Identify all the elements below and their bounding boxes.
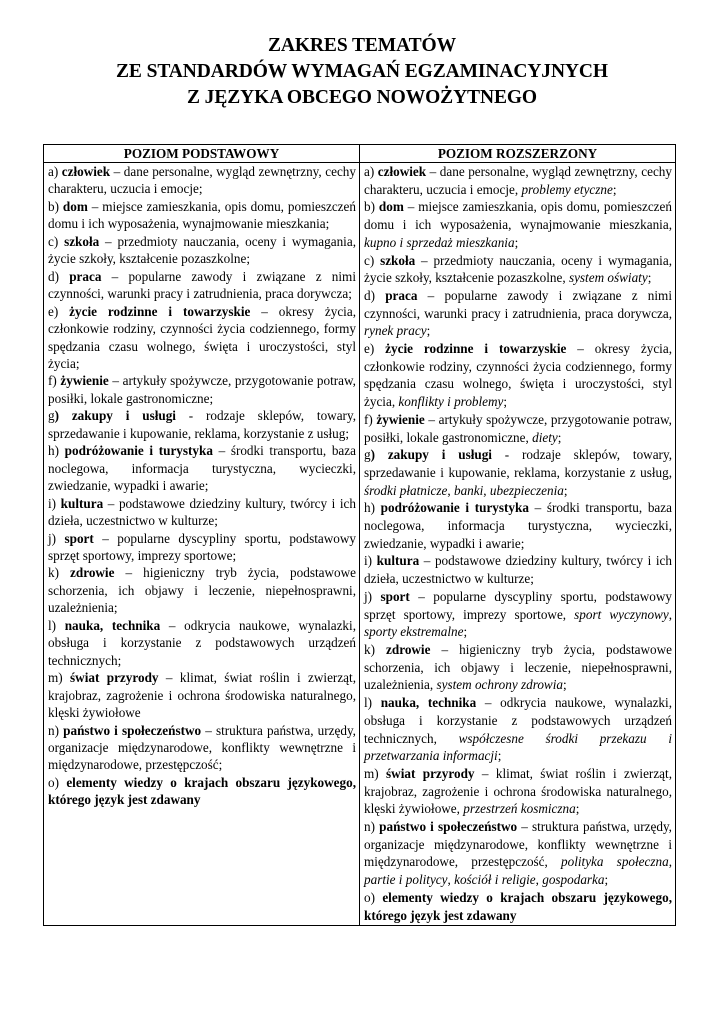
- topic-text: ;: [647, 270, 652, 286]
- topic-text: ,: [447, 872, 455, 888]
- topic-name: dom: [378, 199, 404, 215]
- topic-name: szkoła: [380, 252, 416, 268]
- topic-text: – struktura państwa, urzędy, organizacje międzynarodowe, konflikty wewnętrzne i międzynarodowe, przestępczość,: [364, 819, 672, 870]
- list-item: [48, 442, 356, 494]
- topic-text: ;: [463, 624, 468, 640]
- topic-text: n): [364, 819, 380, 835]
- topic-text: d): [364, 287, 386, 303]
- topic-text: ;: [563, 677, 567, 693]
- extended-topic: konflikty i problemy: [398, 394, 504, 410]
- extended-topic: współczesne środki przekazu i przetwarzania informacji: [364, 730, 672, 764]
- extended-topic: problemy etyczne: [521, 181, 613, 197]
- topic-text: ;: [604, 872, 609, 888]
- topic-name: elementy wiedzy o krajach obszaru językowego, którego język jest zdawany: [364, 889, 672, 923]
- title-line-3: Z JĘZYKA OBCEGO NOWOŻYTNEGO: [187, 87, 537, 108]
- topic-text: – przedmioty nauczania, oceny i wymagania, życie szkoły, kształcenie pozaszkolne,: [364, 252, 672, 286]
- extended-topic: gospodarka: [542, 872, 605, 888]
- basic-level-cell: [44, 163, 360, 926]
- list-item: [48, 372, 356, 407]
- list-item: [48, 303, 356, 373]
- topic-name: podróżowanie i turystyka: [64, 443, 213, 459]
- topic-name: zdrowie: [70, 565, 115, 581]
- extended-topic: kościół i religie: [454, 872, 536, 888]
- topic-text: – artykuły spożywcze, przygotowanie potraw, posiłki, lokale gastronomiczne;: [48, 373, 356, 406]
- topic-text: o): [48, 774, 67, 790]
- extended-level-cell: [360, 163, 676, 926]
- topic-text: l): [364, 695, 381, 711]
- list-item: [48, 233, 356, 268]
- list-item: [364, 411, 672, 446]
- list-item: [364, 287, 672, 340]
- topic-name: ) zakupy i usługi: [54, 408, 176, 424]
- topic-text: ,: [668, 854, 672, 870]
- topic-text: d): [48, 268, 70, 284]
- extended-topic: sport wyczynowy: [574, 606, 669, 622]
- topic-text: – podstawowe dziedziny kultury, twórcy i ich dzieła, uczestnictwo w kulturze;: [48, 495, 356, 529]
- topic-text: k): [364, 641, 387, 657]
- list-item: [364, 765, 672, 818]
- topic-text: e): [48, 303, 70, 319]
- topic-text: c): [364, 252, 381, 268]
- topic-text: j): [364, 588, 381, 604]
- topic-name: człowiek: [61, 164, 111, 179]
- extended-topic: kupno i sprzedaż mieszkania: [364, 234, 515, 250]
- topic-name: świat przyrody: [70, 670, 159, 686]
- topic-text: b): [48, 198, 63, 214]
- topic-name: państwo i społeczeństwo: [379, 819, 518, 835]
- extended-topic: system oświaty: [568, 270, 648, 286]
- topic-name: żywienie: [376, 411, 425, 427]
- topic-text: – artykuły spożywcze, przygotowanie potraw, posiłki, lokale gastronomiczne,: [364, 411, 672, 445]
- list-item: [48, 530, 356, 565]
- topic-text: – okresy życia, członkowie rodziny, czynności życia codziennego, formy spędzania czasu wolnego, święta i uroczystości, styl życia;: [48, 303, 356, 371]
- topic-name: podróżowanie i turystyka: [380, 500, 529, 516]
- topic-text: e): [364, 341, 386, 357]
- list-item: [364, 446, 672, 499]
- topic-text: g: [364, 447, 371, 463]
- topic-text: - rodzaje sklepów, towary, sprzedawanie i kupowanie, reklama, korzystanie z usług;: [48, 408, 356, 441]
- topic-text: b): [364, 199, 379, 215]
- topic-text: – popularne dyscypliny sportu, podstawowy sprzęt sportowy, imprezy sportowe;: [48, 530, 356, 563]
- topic-name: sport: [64, 530, 94, 546]
- list-item: [48, 669, 356, 721]
- topic-text: – środki transportu, baza noclegowa, informacja turystyczna, wycieczki, zwiedzanie, wypadki i awarie;: [48, 443, 356, 494]
- topic-name: życie rodzinne i towarzyskie: [69, 303, 251, 319]
- topic-text: ,: [447, 482, 454, 498]
- table-header-row: [44, 145, 676, 163]
- topic-text: n): [48, 722, 64, 738]
- list-item: [364, 641, 672, 694]
- topic-text: – popularne zawody i związane z nimi czynności, warunki pracy i zatrudnienia, praca dorywcza,: [364, 287, 672, 321]
- extended-topic: polityka społeczna: [561, 854, 669, 870]
- list-item: [48, 407, 356, 442]
- topic-text: – struktura państwa, urzędy, organizacje międzynarodowe, konflikty wewnętrzne i międzynarodowe, przestępczość;: [48, 722, 356, 773]
- topic-text: – przedmioty nauczania, oceny i wymagania, życie szkoły, kształcenie pozaszkolne;: [48, 233, 356, 267]
- topics-table: [43, 144, 676, 926]
- topic-name: żywienie: [60, 373, 109, 389]
- topic-text: j): [48, 530, 65, 546]
- list-item: [364, 198, 672, 251]
- topic-text: m): [48, 670, 71, 686]
- list-item: [364, 588, 672, 641]
- list-item: [48, 617, 356, 669]
- topic-text: – odkrycia naukowe, wynalazki, obsługa i korzystanie z podstawowych urządzeń technicznych;: [48, 617, 356, 668]
- topic-text: o): [364, 889, 383, 905]
- extended-topic: sporty ekstremalne: [364, 624, 464, 640]
- topic-name: ) zakupy i usługi: [370, 447, 492, 463]
- column-header-extended: POZIOM ROZSZERZONY: [360, 145, 676, 163]
- topic-text: g: [48, 408, 55, 424]
- topic-text: – podstawowe dziedziny kultury, twórcy i ich dzieła, uczestnictwo w kulturze;: [364, 553, 672, 587]
- topic-text: m): [364, 765, 387, 781]
- list-item: [364, 340, 672, 411]
- topic-text: - rodzaje sklepów, towary, sprzedawanie i kupowanie, reklama, korzystanie z usług,: [364, 447, 672, 480]
- topic-text: ;: [497, 748, 502, 764]
- topic-text: – miejsce zamieszkania, opis domu, pomieszczeń domu i ich wyposażenia, wynajmowanie mieszkania;: [48, 198, 356, 232]
- list-item: [364, 499, 672, 552]
- extended-topic: banki: [453, 482, 484, 498]
- extended-topic: środki płatnicze: [364, 482, 448, 498]
- topic-text: ;: [514, 234, 519, 250]
- topic-text: a): [364, 164, 378, 179]
- topic-text: h): [48, 443, 65, 459]
- topic-name: praca: [69, 268, 102, 284]
- topic-text: i): [48, 495, 61, 511]
- topic-name: elementy wiedzy o krajach obszaru językowego, którego język jest zdawany: [48, 774, 356, 808]
- topic-text: – środki transportu, baza noclegowa, informacja turystyczna, wycieczki, zwiedzanie, wypadki i awarie;: [364, 500, 672, 551]
- topic-text: ;: [557, 429, 562, 445]
- topic-name: nauka, technika: [64, 617, 161, 633]
- topic-name: kultura: [60, 495, 104, 511]
- topic-text: – miejsce zamieszkania, opis domu, pomieszczeń domu i ich wyposażenia, wynajmowanie mieszkania,: [364, 199, 672, 233]
- topic-name: kultura: [376, 553, 420, 569]
- list-item: [48, 495, 356, 530]
- document-title: [0, 33, 724, 111]
- topic-text: – higieniczny tryb życia, podstawowe schorzenia, ich objawy i leczenie, niepełnosprawni, uzależnienia;: [48, 565, 356, 616]
- topic-text: – higieniczny tryb życia, podstawowe schorzenia, ich objawy i leczenie, niepełnosprawni, uzależnienia,: [364, 641, 672, 693]
- topic-name: nauka, technika: [380, 695, 477, 711]
- extended-topic: rynek pracy: [364, 323, 427, 339]
- topic-text: a): [48, 164, 62, 179]
- topic-name: sport: [380, 588, 410, 604]
- topic-text: – klimat, świat roślin i zwierząt, krajobraz, zagrożenie i ochrona środowiska naturalnego, klęski żywiołowe,: [364, 765, 672, 817]
- topic-text: ;: [563, 482, 568, 498]
- topic-text: k): [48, 565, 71, 581]
- topic-text: h): [364, 500, 381, 516]
- topic-name: świat przyrody: [386, 765, 475, 781]
- topic-text: ,: [535, 872, 543, 888]
- topic-name: praca: [385, 287, 418, 303]
- extended-topic: partie i politycy: [364, 872, 448, 888]
- topic-text: f): [48, 373, 61, 389]
- list-item: [48, 564, 356, 616]
- topic-name: szkoła: [64, 233, 100, 249]
- topic-text: – odkrycia naukowe, wynalazki, obsługa i korzystanie z podstawowych urządzeń technicznych,: [364, 695, 672, 746]
- list-item: [48, 722, 356, 774]
- topic-name: człowiek: [377, 164, 427, 179]
- topic-text: – popularne zawody i związane z nimi czynności, warunki pracy i zatrudnienia, praca dorywcza;: [48, 268, 356, 302]
- extended-topic: ubezpieczenia: [489, 482, 564, 498]
- list-item: [48, 774, 356, 809]
- list-item: [48, 198, 356, 233]
- list-item: [48, 268, 356, 303]
- topic-text: ,: [668, 606, 672, 622]
- column-header-basic: POZIOM PODSTAWOWY: [44, 145, 360, 163]
- topic-text: – klimat, świat roślin i zwierząt, krajobraz, zagrożenie i ochrona środowiska naturalnego, klęski żywiołowe: [48, 670, 356, 721]
- extended-topic: przestrzeń kosmiczna: [463, 801, 576, 817]
- topic-text: i): [364, 553, 377, 569]
- list-item: [364, 694, 672, 765]
- topic-name: zdrowie: [386, 641, 431, 657]
- topic-text: ;: [612, 181, 617, 197]
- topic-text: – dane personalne, wygląd zewnętrzny, cechy charakteru, uczucia i emocje;: [48, 164, 356, 197]
- list-item: [364, 252, 672, 287]
- topic-text: – popularne dyscypliny sportu, podstawowy sprzęt sportowy, imprezy sportowe,: [364, 588, 672, 622]
- topic-text: ;: [575, 801, 580, 817]
- title-line-2: ZE STANDARDÓW WYMAGAŃ EGZAMINACYJNYCH: [116, 61, 608, 82]
- title-line-1: ZAKRES TEMATÓW: [267, 35, 457, 56]
- topic-text: ,: [483, 482, 490, 498]
- list-item: [364, 818, 672, 889]
- topic-name: życie rodzinne i towarzyskie: [385, 341, 567, 357]
- topic-name: państwo i społeczeństwo: [63, 722, 202, 738]
- list-item: [364, 889, 672, 924]
- topic-text: – dane personalne, wygląd zewnętrzny, cechy charakteru, uczucia i emocje,: [364, 164, 672, 197]
- topic-text: f): [364, 411, 377, 427]
- list-item: [364, 163, 672, 198]
- topic-text: ;: [503, 394, 508, 410]
- topic-name: dom: [62, 198, 88, 214]
- list-item: [48, 163, 356, 198]
- topic-text: ;: [426, 323, 431, 339]
- list-item: [364, 552, 672, 587]
- extended-topic: diety: [532, 429, 558, 445]
- topic-text: l): [48, 617, 65, 633]
- topic-text: – okresy życia, członkowie rodziny, czynności życia codziennego, formy spędzania czasu wolnego, święta i uroczystości, styl życia,: [364, 341, 672, 410]
- extended-topic: system ochrony zdrowia: [436, 677, 563, 693]
- topic-text: c): [48, 233, 65, 249]
- table-row: [44, 163, 676, 926]
